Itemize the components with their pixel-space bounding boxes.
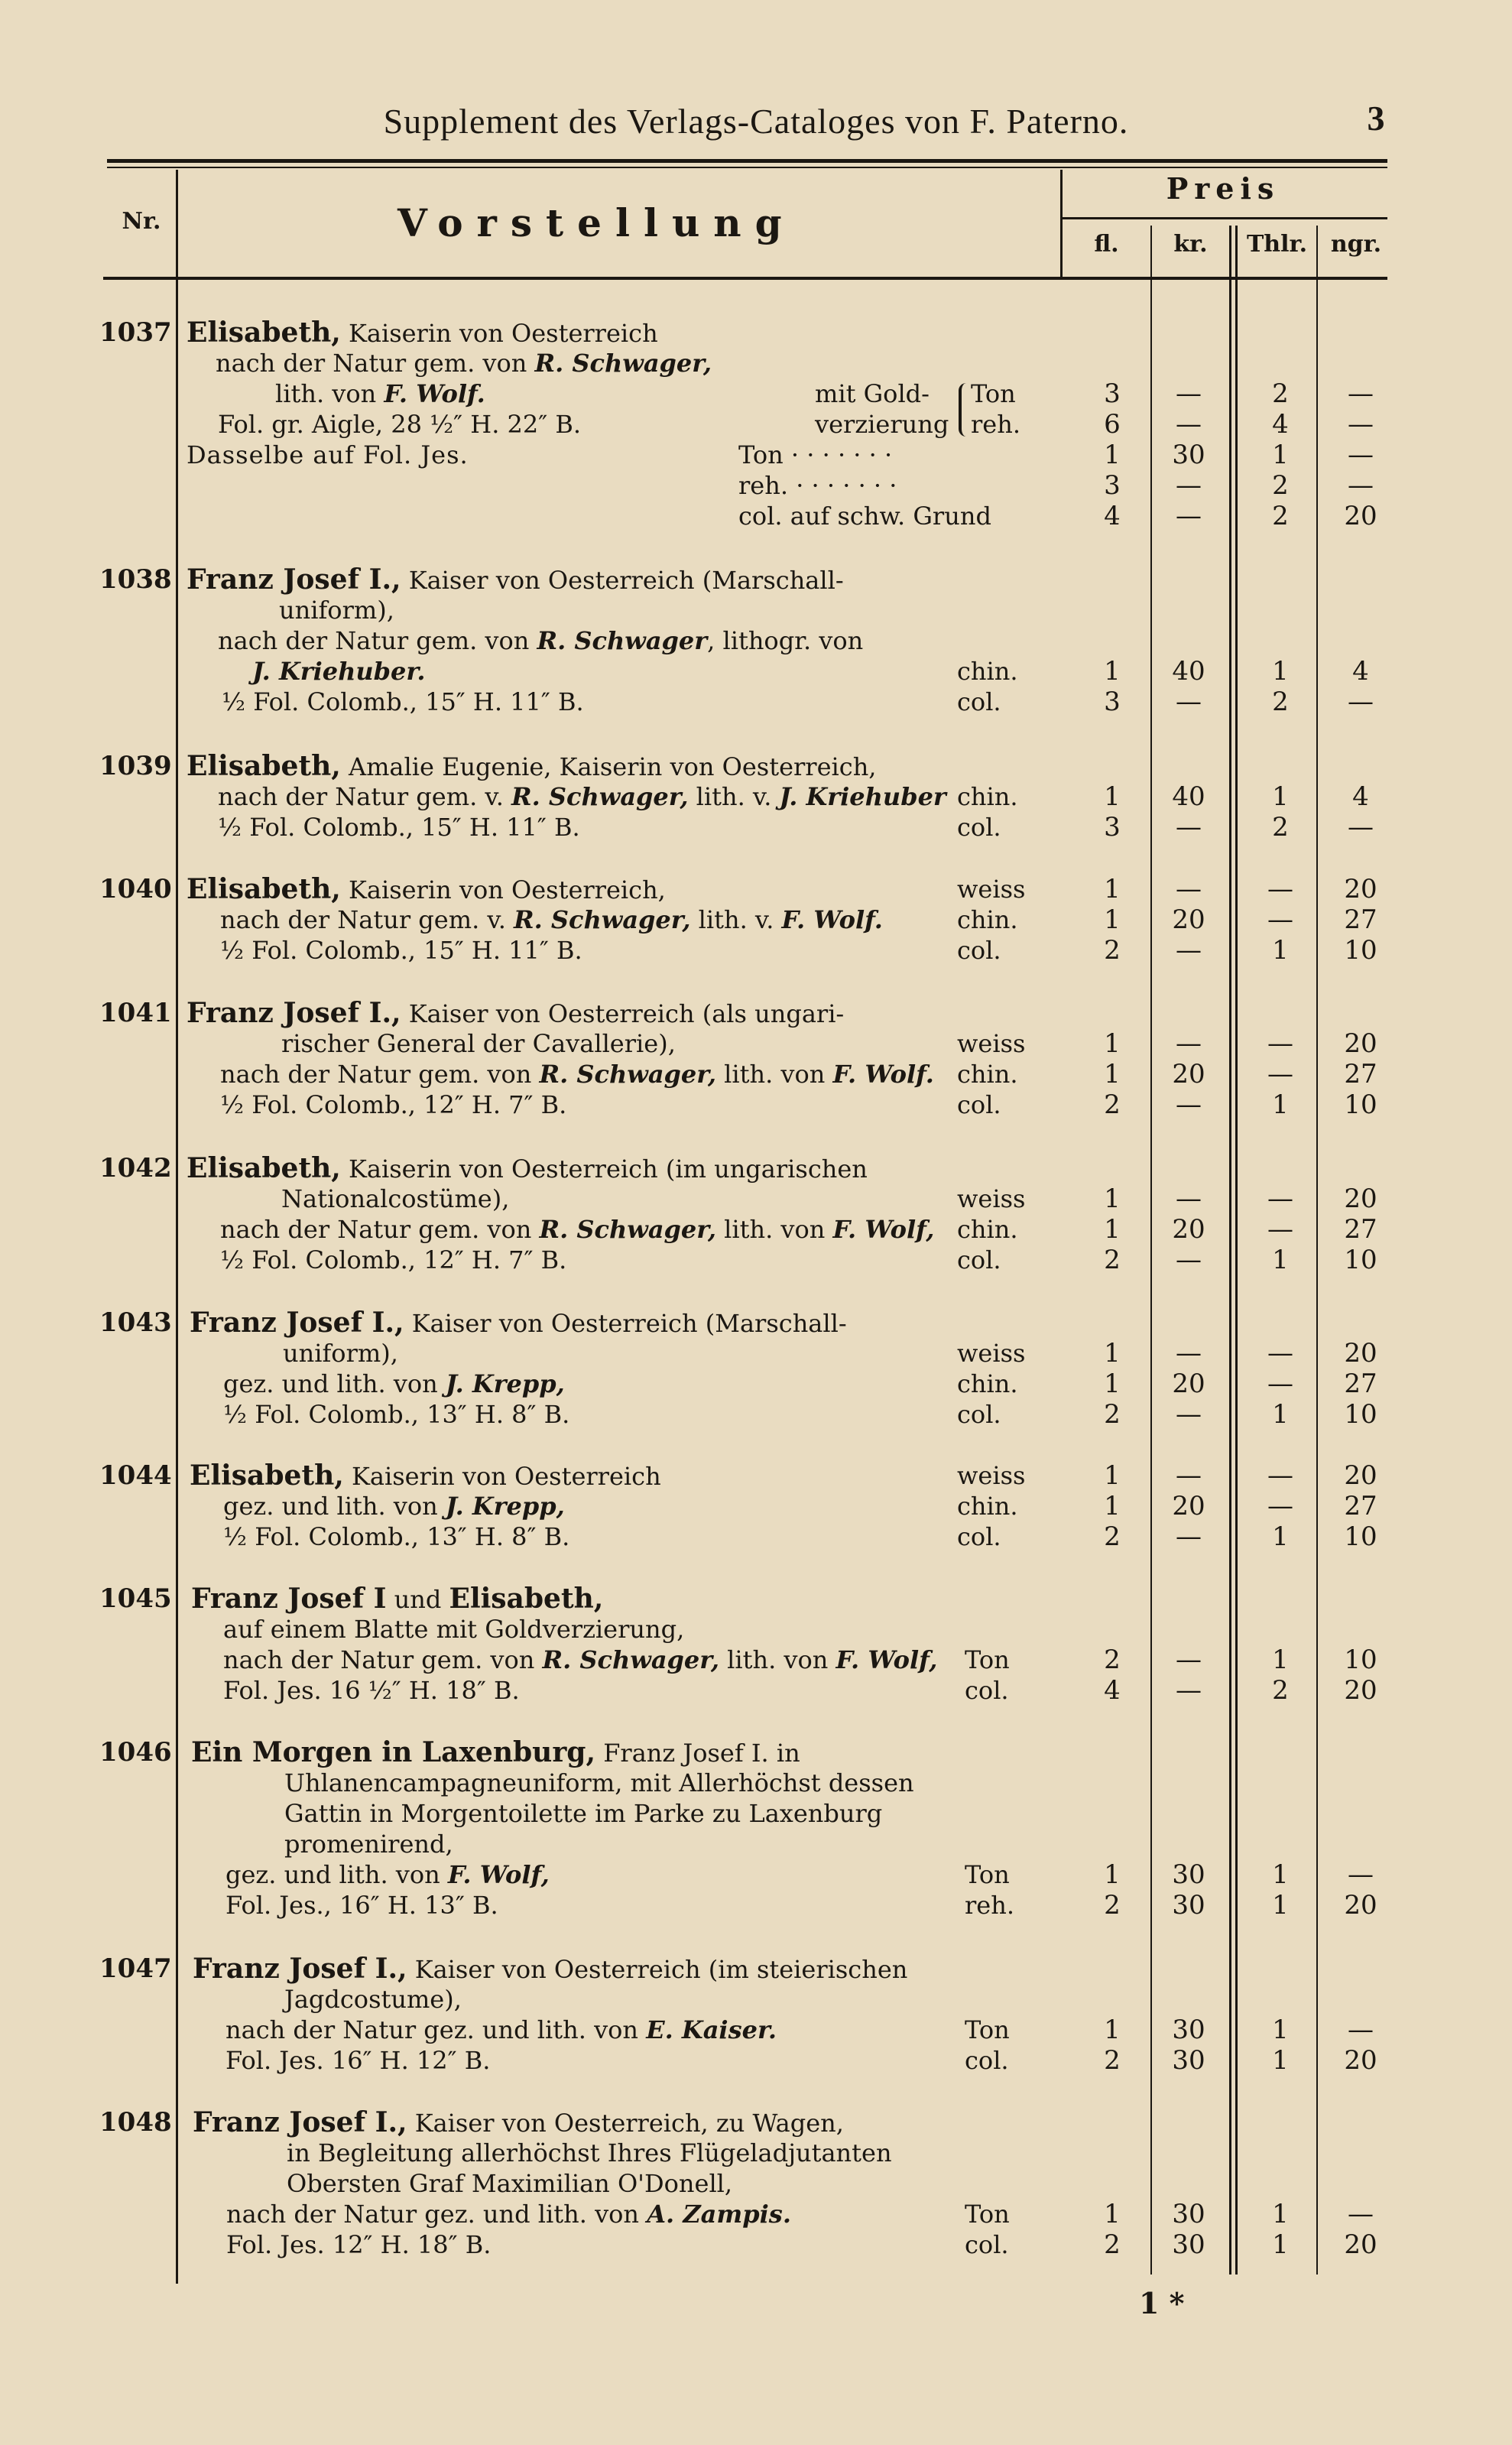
price-fl: 1 [1104,1214,1121,1245]
price-thlr: — [1267,1184,1293,1214]
price-kr: — [1176,1399,1202,1430]
entry-title: Elisabeth, Kaiserin von Oesterreich (im ungarischen [187,1152,868,1184]
price-fl: 1 [1104,781,1121,812]
preis-rule [1063,217,1387,219]
entry-variant: Ton [971,379,1016,408]
entry-line: nach der Natur gem. von R. Schwager, lith. von F. Wolf, [223,1645,938,1674]
price-thlr: 2 [1272,687,1289,717]
entry-title: Franz Josef I., Kaiser von Oesterreich (Marschall- [187,563,844,596]
entry-number: 1044 [99,1460,172,1491]
price-kr: 20 [1172,1491,1205,1521]
price-kr: 30 [1172,1859,1205,1890]
entry-variant: col. [965,1676,1009,1705]
price-fl: 2 [1104,2045,1121,2076]
entry-line: Gattin in Morgentoilette im Parke zu Laxenburg [284,1799,883,1828]
price-thlr: 1 [1272,1645,1289,1675]
col-sep-thlr-a [1229,226,1231,2275]
price-thlr: — [1267,1491,1293,1521]
price-thlr: — [1267,1028,1293,1059]
price-kr: — [1176,1184,1202,1214]
price-kr: — [1176,812,1202,843]
price-fl: 1 [1104,1859,1121,1890]
col-sep-thlr-b [1235,226,1238,2275]
price-kr: 30 [1172,2229,1205,2260]
price-kr: — [1176,1089,1202,1120]
entry-number: 1042 [99,1153,172,1184]
entry-line: nach der Natur gem. von R. Schwager, lithogr. von [218,626,864,655]
price-ngr: — [1348,440,1374,470]
price-kr: 30 [1172,440,1205,470]
entry-number: 1046 [99,1737,172,1768]
entry-title: Elisabeth, Kaiserin von Oesterreich [187,317,658,349]
price-thlr: — [1267,1369,1293,1399]
entry-variant: col. [957,1245,1001,1274]
price-fl: 4 [1104,1675,1121,1706]
entry-variant: mit Gold- [815,379,930,408]
price-fl: 1 [1104,440,1121,470]
price-ngr: 20 [1344,1184,1377,1214]
price-fl: 3 [1104,687,1121,717]
top-rule [107,159,1387,163]
price-fl: 1 [1104,1460,1121,1491]
entry-variant: reh. [971,410,1021,439]
price-kr: 40 [1172,656,1205,687]
price-ngr: — [1348,2015,1374,2045]
entry-variant: col. [957,1400,1001,1429]
brace [959,383,969,437]
price-kr: — [1176,935,1202,966]
entry-title: Franz Josef I., Kaiser von Oesterreich (im steierischen [193,1953,908,1985]
entry-line: promenirend, [284,1830,453,1859]
price-kr: — [1176,501,1202,531]
price-kr: 20 [1172,904,1205,935]
entry-number: 1039 [99,751,172,781]
entry-line: Fol. Jes. 16″ H. 12″ B. [226,2046,491,2075]
price-fl: 2 [1104,1645,1121,1675]
price-ngr: 27 [1344,1369,1377,1399]
price-fl: 3 [1104,812,1121,843]
price-kr: 40 [1172,781,1205,812]
price-thlr: 2 [1272,812,1289,843]
entry-line: lith. von F. Wolf. [275,379,485,408]
entry-variant: reh. · · · · · · · [738,471,897,500]
entry-line: nach der Natur gem. von R. Schwager, lith. von F. Wolf. [220,1060,934,1089]
price-thlr: 1 [1272,935,1289,966]
price-fl: 1 [1104,1491,1121,1521]
entry-title: Elisabeth, Kaiserin von Oesterreich [190,1460,661,1492]
entry-number: 1037 [99,317,172,348]
price-ngr: 20 [1344,2229,1377,2260]
entry-title: Elisabeth, Kaiserin von Oesterreich, [187,873,666,905]
entry-line: nach der Natur gez. und lith. von E. Kaiser. [226,2015,777,2044]
price-kr: 20 [1172,1214,1205,1245]
entry-line: Jagdcostume), [284,1985,462,2014]
entry-number: 1041 [99,998,172,1028]
price-fl: 2 [1104,1890,1121,1921]
header-bottom-rule [103,277,1387,280]
price-ngr: — [1348,687,1374,717]
price-thlr: — [1267,904,1293,935]
price-kr: 20 [1172,1369,1205,1399]
price-thlr: 1 [1272,2045,1289,2076]
col-header-kr: kr. [1173,231,1208,258]
entry-number: 1048 [99,2107,172,2138]
price-thlr: 2 [1272,501,1289,531]
entry-variant: Ton [965,1645,1010,1674]
entry-line: Fol. Jes., 16″ H. 13″ B. [226,1891,498,1920]
price-kr: — [1176,1245,1202,1275]
price-ngr: 20 [1344,1338,1377,1369]
entry-variant: verzierung [815,410,949,439]
entry-variant: chin. [957,1492,1018,1521]
price-fl: 1 [1104,1338,1121,1369]
price-thlr: 1 [1272,781,1289,812]
price-kr: — [1176,1645,1202,1675]
price-ngr: 10 [1344,1399,1377,1430]
price-ngr: 20 [1344,874,1377,904]
price-thlr: 2 [1272,1675,1289,1706]
entry-title: Ein Morgen in Laxenburg, Franz Josef I. in [191,1736,800,1768]
price-kr: — [1176,1028,1202,1059]
entry-number: 1045 [99,1583,172,1614]
price-kr: — [1176,1521,1202,1552]
price-fl: 3 [1104,378,1121,409]
entry-variant: col. auf schw. Grund [738,502,991,531]
price-thlr: — [1267,1214,1293,1245]
entry-line: ½ Fol. Colomb., 13″ H. 8″ B. [223,1522,570,1551]
page-number: 3 [1367,99,1385,138]
entry-line: ½ Fol. Colomb., 13″ H. 8″ B. [223,1400,570,1429]
entry-line: gez. und lith. von J. Krepp, [223,1492,565,1521]
entry-line: nach der Natur gem. von R. Schwager, [216,349,712,378]
price-kr: 30 [1172,2045,1205,2076]
price-fl: 4 [1104,501,1121,531]
price-ngr: 20 [1344,1675,1377,1706]
entry-line: uniform), [279,596,394,625]
price-fl: 1 [1104,1369,1121,1399]
price-thlr: — [1267,1059,1293,1089]
entry-variant: chin. [957,657,1018,686]
entry-line: ½ Fol. Colomb., 12″ H. 7″ B. [220,1245,567,1274]
entry-variant: reh. [965,1891,1015,1920]
entry-variant: col. [957,687,1001,716]
entry-variant: weiss [957,1184,1026,1213]
entry-line: J. Kriehuber. [252,657,426,686]
entry-line: Fol. gr. Aigle, 28 ½″ H. 22″ B. [218,410,582,439]
entry-variant: Ton [965,2200,1010,2229]
price-kr: — [1176,378,1202,409]
price-fl: 2 [1104,2229,1121,2260]
entry-variant: col. [957,936,1001,965]
entry-line: gez. und lith. von F. Wolf, [226,1860,550,1889]
price-ngr: 27 [1344,1059,1377,1089]
entry-variant: Ton [965,2015,1010,2044]
price-ngr: 20 [1344,1028,1377,1059]
entry-variant: col. [965,2046,1009,2075]
price-thlr: 1 [1272,2015,1289,2045]
price-thlr: 1 [1272,656,1289,687]
price-ngr: 10 [1344,1089,1377,1120]
entry-line: nach der Natur gem. v. R. Schwager, lith. v. F. Wolf. [220,905,883,934]
price-fl: 1 [1104,1059,1121,1089]
entry-line: auf einem Blatte mit Goldverzierung, [223,1615,685,1644]
price-ngr: 27 [1344,904,1377,935]
entry-line: nach der Natur gem. von R. Schwager, lith. von F. Wolf, [220,1215,935,1244]
price-kr: — [1176,687,1202,717]
price-fl: 2 [1104,1089,1121,1120]
price-ngr: — [1348,378,1374,409]
price-fl: 3 [1104,470,1121,501]
price-ngr: 20 [1344,1460,1377,1491]
entry-line: ½ Fol. Colomb., 15″ H. 11″ B. [220,936,582,965]
price-thlr: — [1267,1338,1293,1369]
entry-variant: col. [957,1522,1001,1551]
price-fl: 2 [1104,935,1121,966]
entry-variant: weiss [957,875,1026,904]
price-ngr: 10 [1344,1521,1377,1552]
price-ngr: — [1348,2199,1374,2229]
price-thlr: 1 [1272,1521,1289,1552]
col-header-thlr: Thlr. [1246,231,1308,258]
price-fl: 2 [1104,1245,1121,1275]
price-ngr: 20 [1344,1890,1377,1921]
price-ngr: 10 [1344,935,1377,966]
entry-title: Elisabeth, Amalie Eugenie, Kaiserin von Oesterreich, [187,750,877,782]
price-fl: 2 [1104,1399,1121,1430]
signature-mark: 1 * [1139,2286,1185,2320]
entry-variant: weiss [957,1339,1026,1368]
price-thlr: 1 [1272,1089,1289,1120]
price-ngr: — [1348,812,1374,843]
entry-line: rischer General der Cavallerie), [281,1029,676,1058]
entry-title: Franz Josef I und Elisabeth, [191,1583,604,1615]
price-ngr: — [1348,1859,1374,1890]
running-header: Supplement des Verlags-Cataloges von F. Paterno. [383,102,1129,141]
price-ngr: 27 [1344,1214,1377,1245]
entry-variant: col. [957,1090,1001,1119]
entry-title: Franz Josef I., Kaiser von Oesterreich (als ungari- [187,997,845,1029]
entry-variant: Ton [965,1860,1010,1889]
entry-number: 1043 [99,1307,172,1338]
price-thlr: 1 [1272,1245,1289,1275]
col-header-nr: Nr. [122,208,161,235]
entry-line: Fol. Jes. 16 ½″ H. 18″ B. [223,1676,520,1705]
price-thlr: 2 [1272,470,1289,501]
entry-line: in Begleitung allerhöchst Ihres Flügeladjutanten [287,2138,892,2167]
entry-line: Nationalcostüme), [281,1184,510,1213]
price-kr: — [1176,470,1202,501]
price-kr: 20 [1172,1059,1205,1089]
price-fl: 6 [1104,409,1121,440]
price-ngr: 4 [1352,781,1369,812]
price-kr: — [1176,1675,1202,1706]
price-fl: 1 [1104,1184,1121,1214]
col-header-vorstellung: Vorstellung [397,200,796,245]
entry-variant: chin. [957,1369,1018,1398]
price-ngr: 27 [1344,1491,1377,1521]
price-thlr: — [1267,874,1293,904]
price-kr: — [1176,874,1202,904]
price-thlr: 1 [1272,440,1289,470]
price-fl: 1 [1104,1028,1121,1059]
top-rule-thin [107,167,1387,168]
entry-line: ½ Fol. Colomb., 15″ H. 11″ B. [222,687,584,716]
entry-line: gez. und lith. von J. Krepp, [223,1369,565,1398]
price-ngr: — [1348,409,1374,440]
col-header-fl: fl. [1094,231,1119,258]
col-sep-nr [176,170,178,2284]
entry-variant: chin. [957,1215,1018,1244]
entry-variant: col. [965,2230,1009,2259]
price-kr: — [1176,1460,1202,1491]
entry-line: Fol. Jes. 12″ H. 18″ B. [226,2230,492,2259]
entry-variant: weiss [957,1461,1026,1490]
entry-title: Franz Josef I., Kaiser von Oesterreich (Marschall- [190,1307,847,1339]
price-kr: 30 [1172,1890,1205,1921]
price-fl: 1 [1104,904,1121,935]
price-ngr: 10 [1344,1645,1377,1675]
entry-number: 1040 [99,874,172,904]
price-thlr: 1 [1272,2229,1289,2260]
entry-number: 1038 [99,564,172,595]
price-thlr: 1 [1272,1399,1289,1430]
entry-variant: chin. [957,1060,1018,1089]
entry-number: 1047 [99,1953,172,1984]
price-ngr: 10 [1344,1245,1377,1275]
col-header-ngr: ngr. [1330,231,1382,258]
entry-line: ½ Fol. Colomb., 12″ H. 7″ B. [220,1090,567,1119]
price-thlr: 1 [1272,1859,1289,1890]
entry-line: nach der Natur gez. und lith. von A. Zampis. [226,2200,791,2229]
entry-line: Obersten Graf Maximilian O'Donell, [287,2169,733,2198]
entry-variant: chin. [957,782,1018,811]
price-kr: 30 [1172,2199,1205,2229]
entry-line: Uhlanencampagneuniform, mit Allerhöchst dessen [284,1768,914,1797]
entry-line: uniform), [283,1339,398,1368]
price-ngr: — [1348,470,1374,501]
price-ngr: 4 [1352,656,1369,687]
price-thlr: 1 [1272,1890,1289,1921]
price-thlr: 4 [1272,409,1289,440]
entry-variant: chin. [957,905,1018,934]
price-fl: 1 [1104,874,1121,904]
entry-variant: weiss [957,1029,1026,1058]
entry-variant: Ton · · · · · · · [738,440,893,469]
price-kr: — [1176,409,1202,440]
entry-variant: col. [957,813,1001,842]
entry-line: Dasselbe auf Fol. Jes. [187,440,469,469]
price-ngr: 20 [1344,501,1377,531]
entry-line: nach der Natur gem. v. R. Schwager, lith. v. J. Kriehuber [218,782,946,811]
price-thlr: 2 [1272,378,1289,409]
price-fl: 1 [1104,2199,1121,2229]
price-fl: 2 [1104,1521,1121,1552]
price-kr: 30 [1172,2015,1205,2045]
price-fl: 1 [1104,656,1121,687]
entry-title: Franz Josef I., Kaiser von Oesterreich, zu Wagen, [193,2106,844,2138]
price-kr: — [1176,1338,1202,1369]
price-thlr: 1 [1272,2199,1289,2229]
price-fl: 1 [1104,2015,1121,2045]
entry-line: ½ Fol. Colomb., 15″ H. 11″ B. [218,813,580,842]
price-thlr: — [1267,1460,1293,1491]
price-ngr: 20 [1344,2045,1377,2076]
col-header-preis: Preis [1166,171,1280,206]
